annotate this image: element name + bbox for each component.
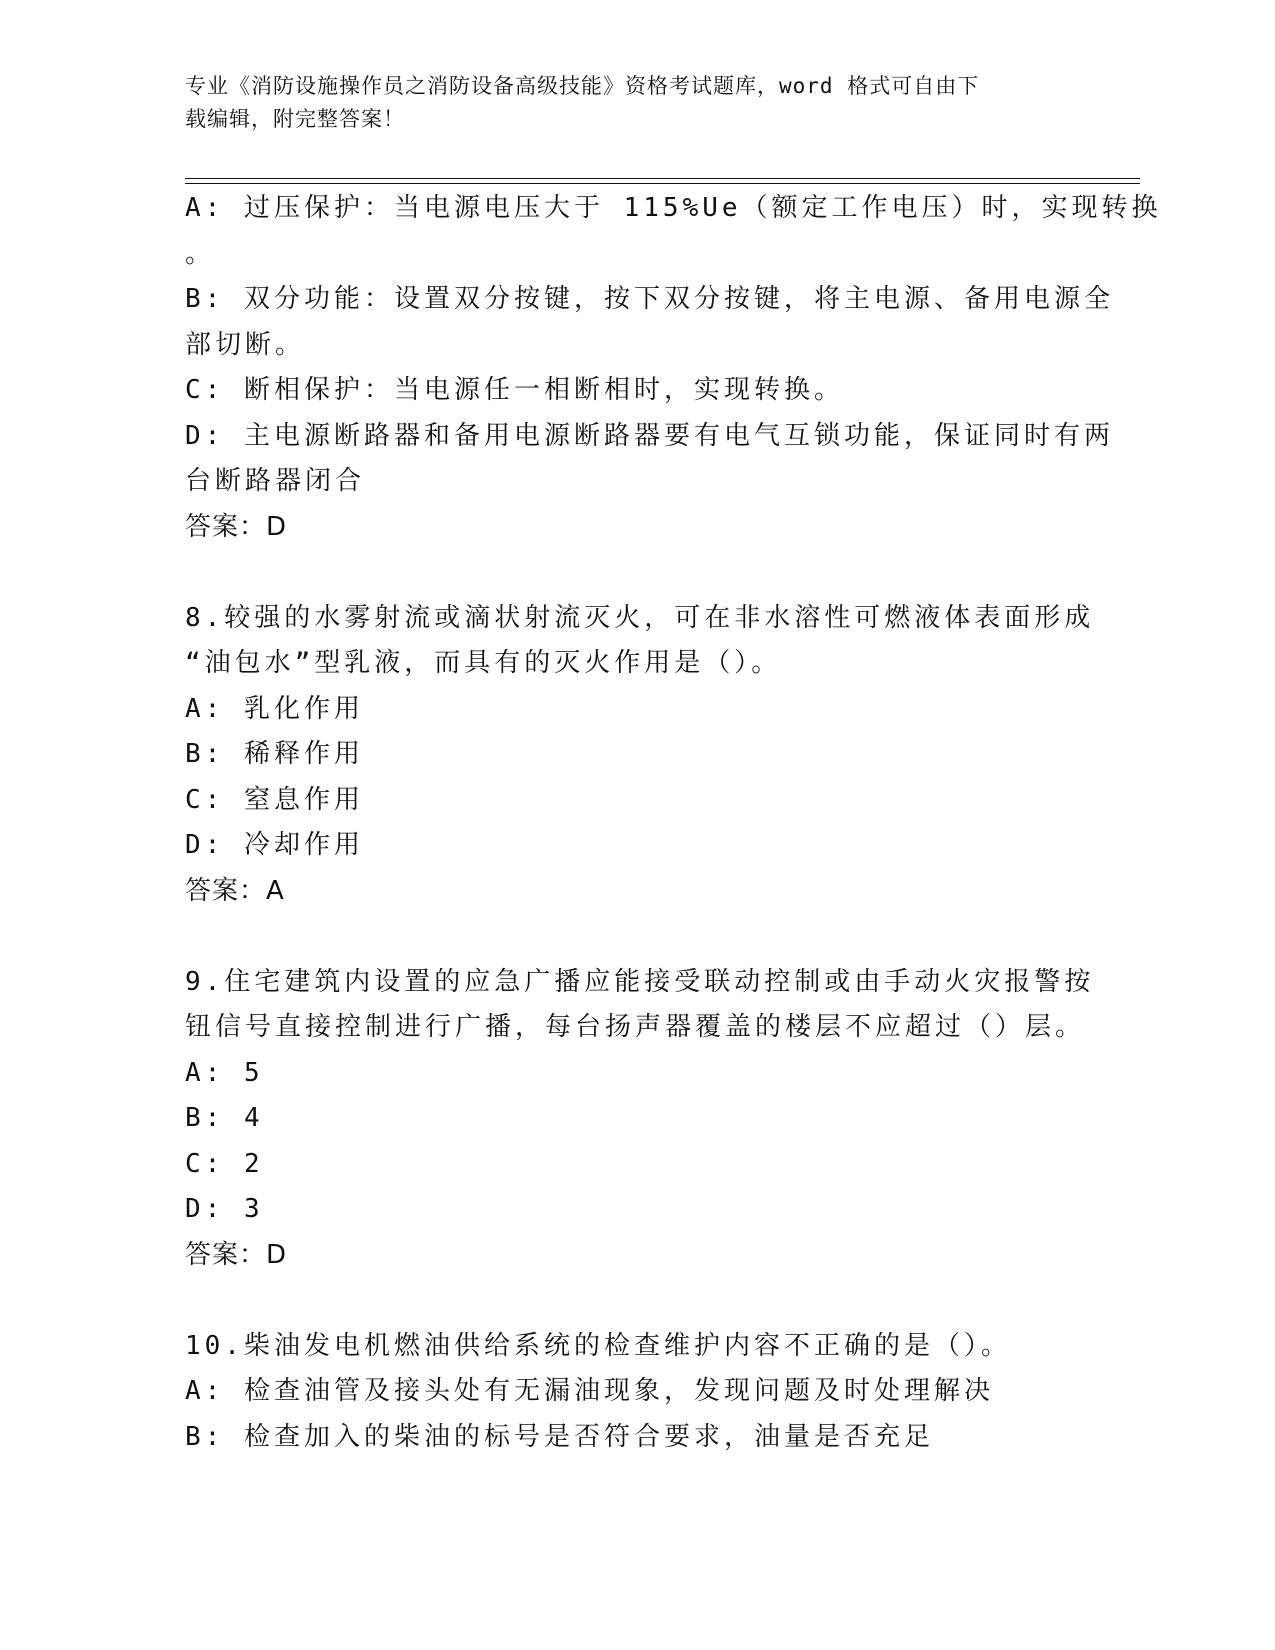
question-stem-line-2: 钮信号直接控制进行广播，每台扬声器覆盖的楼层不应超过（）层。 (185, 1012, 1086, 1042)
question-10 (185, 1324, 1085, 1461)
option-a: A: 检查油管及接头处有无漏油现象，发现问题及时处理解决 (185, 1376, 994, 1406)
header-rule-bottom (185, 183, 1140, 184)
document-header (185, 70, 1065, 136)
option-b: B: 检查加入的柴油的标号是否符合要求，油量是否充足 (185, 1421, 934, 1452)
option-c: C: 2 (185, 1148, 264, 1179)
answer-7: 答案：D (185, 511, 288, 542)
spacer (185, 1278, 1085, 1324)
header-rule-top (185, 178, 1140, 179)
question-stem-line-2: “油包水”型乳液，而具有的灭火作用是（）。 (185, 648, 782, 678)
question-8 (185, 596, 1095, 915)
option-b-line-1: B: 双分功能：设置双分按键，按下双分按键，将主电源、备用电源全 (185, 284, 1114, 314)
option-a: A: 5 (185, 1057, 264, 1088)
option-c: C: 断相保护：当电源任一相断相时，实现转换。 (185, 375, 844, 405)
option-a-line-1: A: 过压保护：当电源电压大于 115%Ue（额定工作电压）时，实现转换 (185, 193, 1162, 223)
header-line-1: 专业《消防设施操作员之消防设备高级技能》资格考试题库，word 格式可自由下 (185, 74, 980, 98)
option-d-line-1: D: 主电源断路器和备用电源断路器要有电气互锁功能，保证同时有两 (185, 420, 1114, 451)
option-d: D: 3 (185, 1194, 264, 1224)
option-d-line-2: 台断路器闭合 (185, 466, 366, 496)
spacer (185, 550, 1085, 596)
option-d: D: 冷却作用 (185, 830, 364, 860)
answer-9: 答案：D (185, 1239, 288, 1270)
question-stem-line-1: 8.较强的水雾射流或滴状射流灭火，可在非水溶性可燃液体表面形成 (185, 602, 1095, 633)
answer-8: 答案：A (185, 875, 285, 906)
question-stem: 10.柴油发电机燃油供给系统的检查维护内容不正确的是（）。 (185, 1330, 1011, 1361)
option-a: A: 乳化作用 (185, 693, 364, 724)
header-line-2: 载编辑，附完整答案！ (185, 107, 405, 131)
question-9 (185, 960, 1095, 1279)
question-7-options (185, 186, 1162, 550)
option-a-line-2: 。 (185, 238, 216, 269)
option-b: B: 稀释作用 (185, 739, 364, 769)
spacer (185, 914, 1085, 960)
option-b: B: 4 (185, 1103, 264, 1133)
question-content (185, 186, 1162, 1460)
question-stem-line-1: 9.住宅建筑内设置的应急广播应能接受联动控制或由手动火灾报警按 (185, 966, 1095, 997)
option-b-line-2: 部切断。 (185, 329, 306, 360)
option-c: C: 窒息作用 (185, 784, 364, 815)
